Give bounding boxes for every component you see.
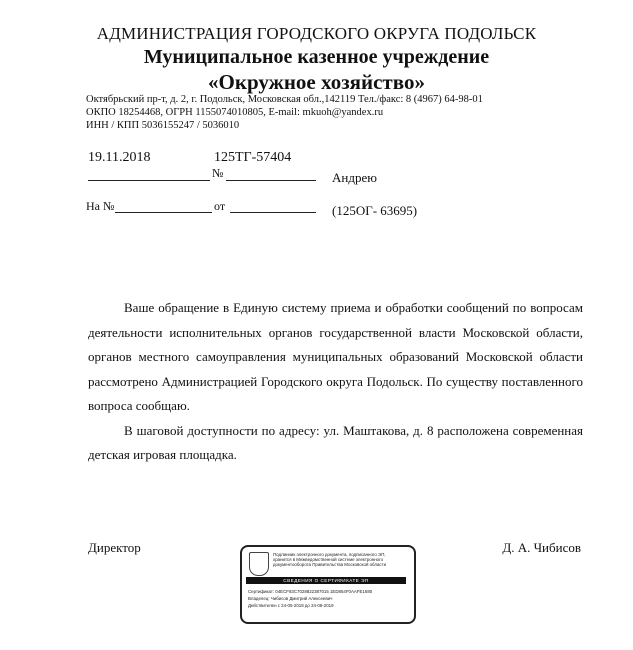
header-administration: АДМИНИСТРАЦИЯ ГОРОДСКОГО ОКРУГА ПОДОЛЬСК bbox=[96, 24, 537, 43]
date-underline bbox=[88, 180, 210, 181]
addressee: Андрею bbox=[332, 170, 377, 185]
letter-body bbox=[88, 296, 583, 468]
signatory-name: Д. А. Чибисов bbox=[502, 540, 581, 555]
header-institution-type: Муниципальное казенное учреждение bbox=[143, 46, 490, 68]
body-paragraph: Ваше обращение в Единую систему приема и обработки сообщений по вопросам деятельности исполнительных органов государственной власти Московской области, органов местного самоуправления муниципальных образований Московской области рассмотрено Администрацией Городского округа Подольск. По существу поставленного вопроса сообщаю. bbox=[88, 300, 583, 413]
number-underline bbox=[226, 180, 316, 181]
number-sign: № bbox=[212, 166, 224, 180]
stamp-note-line: хранится в Межведомственной системе электронного bbox=[273, 557, 384, 562]
header-tax-ids: ИНН / КПП 5036155247 / 5036010 bbox=[86, 120, 240, 131]
outgoing-date: 19.11.2018 bbox=[88, 150, 151, 165]
from-label: от bbox=[214, 199, 226, 213]
reply-date-underline bbox=[230, 212, 316, 213]
header-institution-name: «Окружное хозяйство» bbox=[208, 70, 425, 94]
body-paragraph: В шаговой доступности по адресу: ул. Маштакова, д. 8 расположена современная детская игровая площадка. bbox=[88, 422, 583, 462]
reference-number: (125ОГ- 63695) bbox=[332, 203, 418, 218]
stamp-note-line: Подлинник электронного документа, подписанного ЭП, bbox=[273, 552, 386, 557]
reply-number-underline bbox=[115, 212, 212, 213]
stamp-certificate: Сертификат: 04ECF83C7028822387015 1ED854F0AAFE1680 bbox=[248, 589, 373, 594]
in-reply-label: На № bbox=[86, 199, 115, 213]
stamp-owner: Владелец: Чибисов Дмитрий Алексеевич bbox=[248, 596, 333, 601]
electronic-signature-stamp bbox=[240, 545, 416, 624]
header-codes: ОКПО 18254468, ОГРН 1155074010805, E-mail: mkuoh@yandex.ru bbox=[86, 107, 384, 118]
stamp-validity: Действителен с 24-05-2018 до 24-08-2019 bbox=[248, 603, 334, 608]
stamp-heading: СВЕДЕНИЯ О СЕРТИФИКАТЕ ЭП bbox=[246, 577, 406, 584]
coat-of-arms-icon bbox=[249, 552, 269, 576]
header-address: Октябрьский пр-т, д. 2, г. Подольск, Московская обл.,142119 Тел./факс: 8 (4967) 64-98-01 bbox=[86, 94, 483, 105]
stamp-note-line: документооборота Правительства Московской области bbox=[273, 562, 387, 567]
signatory-title: Директор bbox=[88, 540, 141, 555]
outgoing-number: 125ТГ-57404 bbox=[214, 150, 292, 165]
